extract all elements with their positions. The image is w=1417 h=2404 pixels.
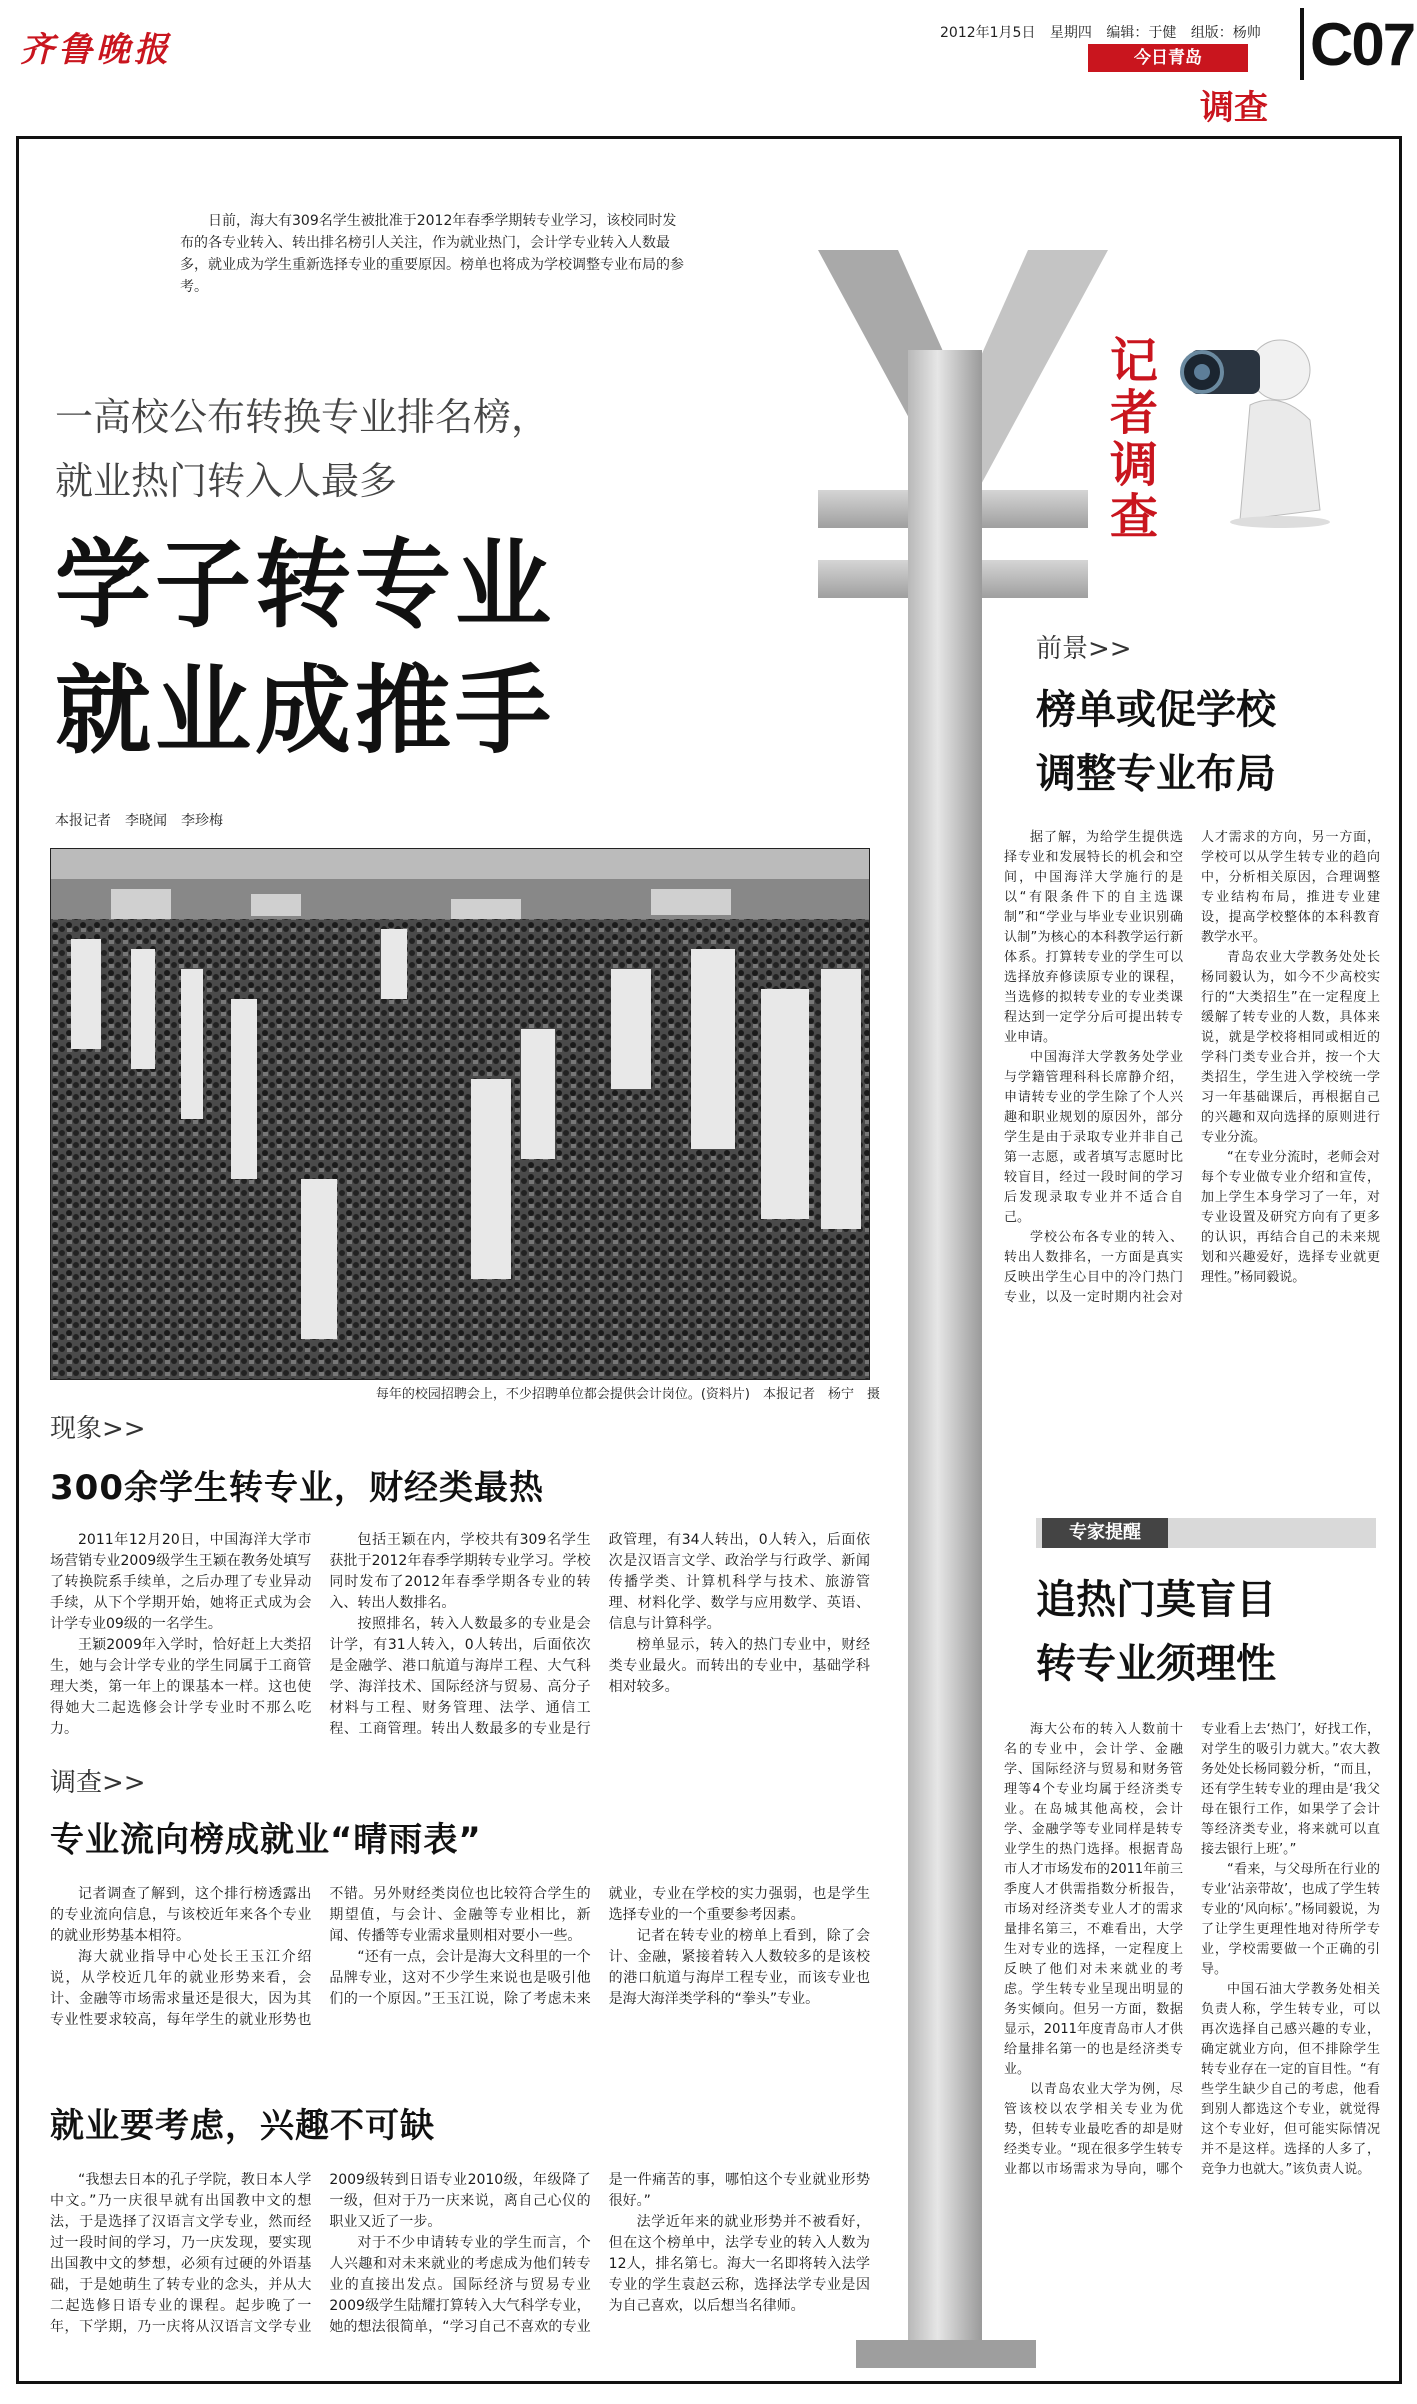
paragraph: 海大就业指导中心处长王玉江介绍说，从学校近几年的就业形势来看，会计、金融等市场需求量还是很大，因为其专业性要求较高，每年学生的就业形势也不错。另外财经类岗位也比较符合学生的期望值，与会计、金融等专业相比，新闻、传播等专业需求量则相对要小一些。: [50, 1886, 591, 2028]
expert-reminder-bar: [1036, 1518, 1376, 1548]
section-expert-body: [1004, 1720, 1380, 2372]
article-headline: [55, 522, 555, 774]
editor-credit: 编辑：于健: [1106, 25, 1177, 41]
frame-top-rule: [16, 136, 1402, 139]
paragraph: “看来，与父母所在行业的专业‘沾亲带故’，也成了学生转专业的‘风向标’。”杨同毅说，为了让学生更理性地对待所学专业，学校需要做一个正确的引导。: [1201, 1862, 1380, 1977]
paragraph: 海大公布的转入人数前十名的专业中，会计学、金融学、国际经济与贸易和财务管理等4个专业均属于经济类专业。在岛城其他高校，会计学、金融学等专业同样是转专业学生的热门选择。根据青岛市人才市场发布的2011年前三季度人才供需指数分析报告，市场对经济类专业人才的需求量排名第三，不难看出，大学生对专业的选择，一定程度上反映了他们对未来就业的考虑。学生转专业呈现出明显的务实倾向。但另一方面，数据显示，2011年度青岛市人才供给量排名第一的也是经济类专业。: [1004, 1722, 1183, 2077]
section-outlook-kicker: 前景>>: [1036, 634, 1132, 664]
outlook-title-line-1: 榜单或促学校: [1036, 687, 1276, 733]
paragraph: “在专业分流时，老师会对每个专业做专业介绍和宣传，加上学生本身学习了一年，对专业设置及研究方向有了更多的认识，再结合自己的未来规划和兴趣爱好，选择专业就更理性。”杨同毅说。: [1201, 1150, 1380, 1285]
section-interest-body: [50, 2170, 870, 2365]
section-tag: 今日青岛: [1088, 44, 1248, 72]
headline-line-1: 学子转专业: [55, 529, 555, 641]
paragraph: 记者调查了解到，这个排行榜透露出的专业流向信息，与该校近年来各个专业的就业形势基本相符。: [50, 1886, 312, 1944]
reporter-camera-figure: [1180, 310, 1330, 530]
subheadline-line-1: 一高校公布转换专业排名榜，: [55, 395, 550, 439]
article-byline: 本报记者 李晓闻 李珍梅: [55, 813, 223, 829]
section-phenomenon-body: [50, 1530, 870, 1740]
section-investigation-title: 专业流向榜成就业“晴雨表”: [50, 1820, 482, 1860]
expert-reminder-tag: 专家提醒: [1042, 1518, 1168, 1548]
page-meta: [940, 22, 1271, 42]
photo-caption: 每年的校园招聘会上，不少招聘单位都会提供会计岗位。(资料片) 本报记者 杨宁 摄: [375, 1387, 880, 1402]
page-number-divider: [1300, 8, 1304, 80]
section-expert-title: [1036, 1568, 1276, 1696]
paragraph: 2011年12月20日，中国海洋大学市场营销专业2009级学生王颖在教务处填写了转换院系手续单，之后办理了专业异动手续，从下个学期开始，她将正式成为会计学专业09级的一名学生。: [50, 1532, 312, 1632]
page-number: C07: [1310, 11, 1415, 78]
frame-left-rule: [16, 136, 19, 2384]
reporter-investigation-badge: 记者调查: [1110, 333, 1159, 545]
paragraph: 记者在转专业的榜单上看到，除了会计、金融，紧接着转入人数较多的是该校的港口航道与海岸工程专业，而该专业也是海大海洋类学科的“拳头”专业。: [608, 1928, 870, 2007]
paragraph: 中国石油大学教务处相关负责人称，学生转专业，可以再次选择自己感兴趣的专业，确定就业方向，但不排除学生转专业存在一定的盲目性。“有些学生缺少自己的考虑，他看到别人都选这个专业，就觉得这个专业好，但可能实际情况并不是这样。选择的人多了，竞争力也就大。”该负责人说。: [1201, 1982, 1380, 2177]
paragraph: 青岛农业大学教务处处长杨同毅认为，如今不少高校实行的“大类招生”在一定程度上缓解了转专业的人数，具体来说，就是学校将相同或相近的学科门类专业合并，按一个大类招生，学生进入学校统一学习一年基础课后，再根据自己的兴趣和双向选择的原则进行专业分流。: [1201, 950, 1380, 1145]
paragraph: 对于不少申请转专业的学生而言，个人兴趣和对未来就业的考虑成为他们转专业的直接出发点。国际经济与贸易专业2009级学生陆耀打算转入大气科学专业，她的想法很简单，“学习自己不喜欢的专业是一件痛苦的事，哪怕这个专业就业形势很好。”: [329, 2172, 870, 2335]
job-fair-photo: [50, 848, 870, 1380]
section-outlook-body: [1004, 828, 1380, 1500]
frame-bottom-rule: [16, 2381, 1402, 2384]
paragraph: 按照排名，转入人数最多的专业是会计学，有31人转入，0人转出，后面依次是金融学、港口航道与海岸工程、大气科学、海洋技术、国际经济与贸易、高分子材料与工程、财务管理、法学、通信工程、工商管理。转出人数最多的专业是行政管理，有34人转出，0人转入，后面依次是汉语言文学、政治学与行政学、新闻传播学类、计算机科学与技术、旅游管理、材料化学、数学与应用数学、英语、信息与计算科学。: [329, 1532, 870, 1737]
section-outlook-title: [1036, 678, 1276, 806]
paragraph: 学校公布各专业的转入、转出人数排名，一方面是真实反映出学生心目中的冷门热门专业，以及一定时期内社会对人才需求的方向，另一方面，学校可以从学生转专业的趋向中，分析相关原因，合理调整专业结构布局，推进专业建设，提高学校整体的本科教育教学水平。: [1004, 830, 1380, 1305]
paragraph: 中国海洋大学教务处学业与学籍管理科科长席静介绍，申请转专业的学生除了个人兴趣和职业规划的原因外，部分学生是由于录取专业并非自己第一志愿，或者填写志愿时比较盲目，经过一段时间的学习后发现录取专业并不适合自己。: [1004, 1050, 1183, 1225]
section-interest-subtitle: 就业要考虑，兴趣不可缺: [50, 2106, 435, 2146]
article-lead: 日前，海大有309名学生被批准于2012年春季学期转专业学习，该校同时发布的各专业转入、转出排名榜引人关注，作为就业热门，会计学专业转入人数最多，就业成为学生重新选择专业的重要原因。榜单也将成为学校调整专业布局的参考。: [180, 213, 684, 295]
issue-date: 2012年1月5日: [940, 25, 1036, 41]
expert-title-line-2: 转专业须理性: [1036, 1641, 1276, 1687]
designer-credit: 组版：杨帅: [1190, 25, 1261, 41]
paragraph: 以青岛农业大学为例，尽管该校以农学相关专业为优势，但转专业最吃香的却是财经类专业。“现在很多学生转专业都以市场需求为导向，哪个专业看上去‘热门’，好找工作，对学生的吸引力就大。”农大教务处处长杨同毅分析，“而且，还有学生转专业的理由是‘我父母在银行工作，如果学了会计等经济类专业，将来就可以直接去银行上班’。”: [1004, 1722, 1380, 2177]
section-phenomenon-kicker: 现象>>: [50, 1414, 146, 1444]
article-subheadline: [55, 385, 549, 513]
paragraph: 王颖2009年入学时，恰好赶上大类招生，她与会计学专业的学生同属于工商管理大类，第一年上的课基本一样。这也使得她大二起选修会计学专业时不那么吃力。: [50, 1637, 312, 1737]
issue-weekday: 星期四: [1049, 25, 1092, 41]
newspaper-masthead: 齐鲁晚报: [20, 30, 172, 70]
paragraph: 包括王颖在内，学校共有309名学生获批于2012年春季学期转专业学习。学校同时发布了2012年春季学期各专业的转入、转出人数排名。: [329, 1532, 591, 1611]
expert-title-line-1: 追热门莫盲目: [1036, 1577, 1276, 1623]
section-phenomenon-title: 300余学生转专业，财经类最热: [50, 1468, 544, 1508]
section-investigation-kicker: 调查>>: [50, 1768, 146, 1798]
outlook-title-line-2: 调整专业布局: [1036, 751, 1276, 797]
section-title: 调查: [1200, 88, 1268, 128]
job-fair-photo-illustration: [51, 849, 869, 1379]
paragraph: 榜单显示，转入的热门专业中，财经类专业最火。而转出的专业中，基础学科相对较多。: [608, 1637, 870, 1695]
paragraph: “还有一点，会计是海大文科里的一个品牌专业，这对不少学生来说也是吸引他们的一个原因。”王玉江说，除了考虑未来就业，专业在学校的实力强弱，也是学生选择专业的一个重要参考因素。: [329, 1886, 870, 2007]
paragraph: “我想去日本的孔子学院，教日本人学中文。”乃一庆很早就有出国教中文的想法，于是选择了汉语言文学专业，然而经过一段时间的学习，乃一庆发现，要实现出国教中文的梦想，必须有过硬的外语基础，于是她萌生了转专业的念头，并从大二起选修日语专业的课程。起步晚了一年，下学期，乃一庆将从汉语言文学专业2009级转到日语专业2010级，年级降了一级，但对于乃一庆来说，离自己心仪的职业又近了一步。: [50, 2172, 591, 2335]
paragraph: 据了解，为给学生提供选择专业和发展特长的机会和空间，中国海洋大学施行的是以“有限条件下的自主选课制”和“学业与毕业专业识别确认制”为核心的本科教学运行新体系。打算转专业的学生可以选择放弃修读原专业的课程，当选修的拟转专业的专业类课程达到一定学分后可提出转专业申请。: [1004, 830, 1183, 1045]
headline-line-2: 就业成推手: [55, 655, 555, 767]
frame-right-rule: [1399, 136, 1402, 2384]
yen-symbol-stem: [908, 350, 982, 2340]
subheadline-line-2: 就业热门转入人最多: [55, 459, 398, 503]
section-investigation-body: [50, 1884, 870, 2084]
paragraph: 法学近年来的就业形势并不被看好，但在这个榜单中，法学专业的转入人数为12人，排名第七。海大一名即将转入法学专业的学生袁赵云称，选择法学专业是因为自己喜欢，以后想当名律师。: [608, 2214, 870, 2314]
